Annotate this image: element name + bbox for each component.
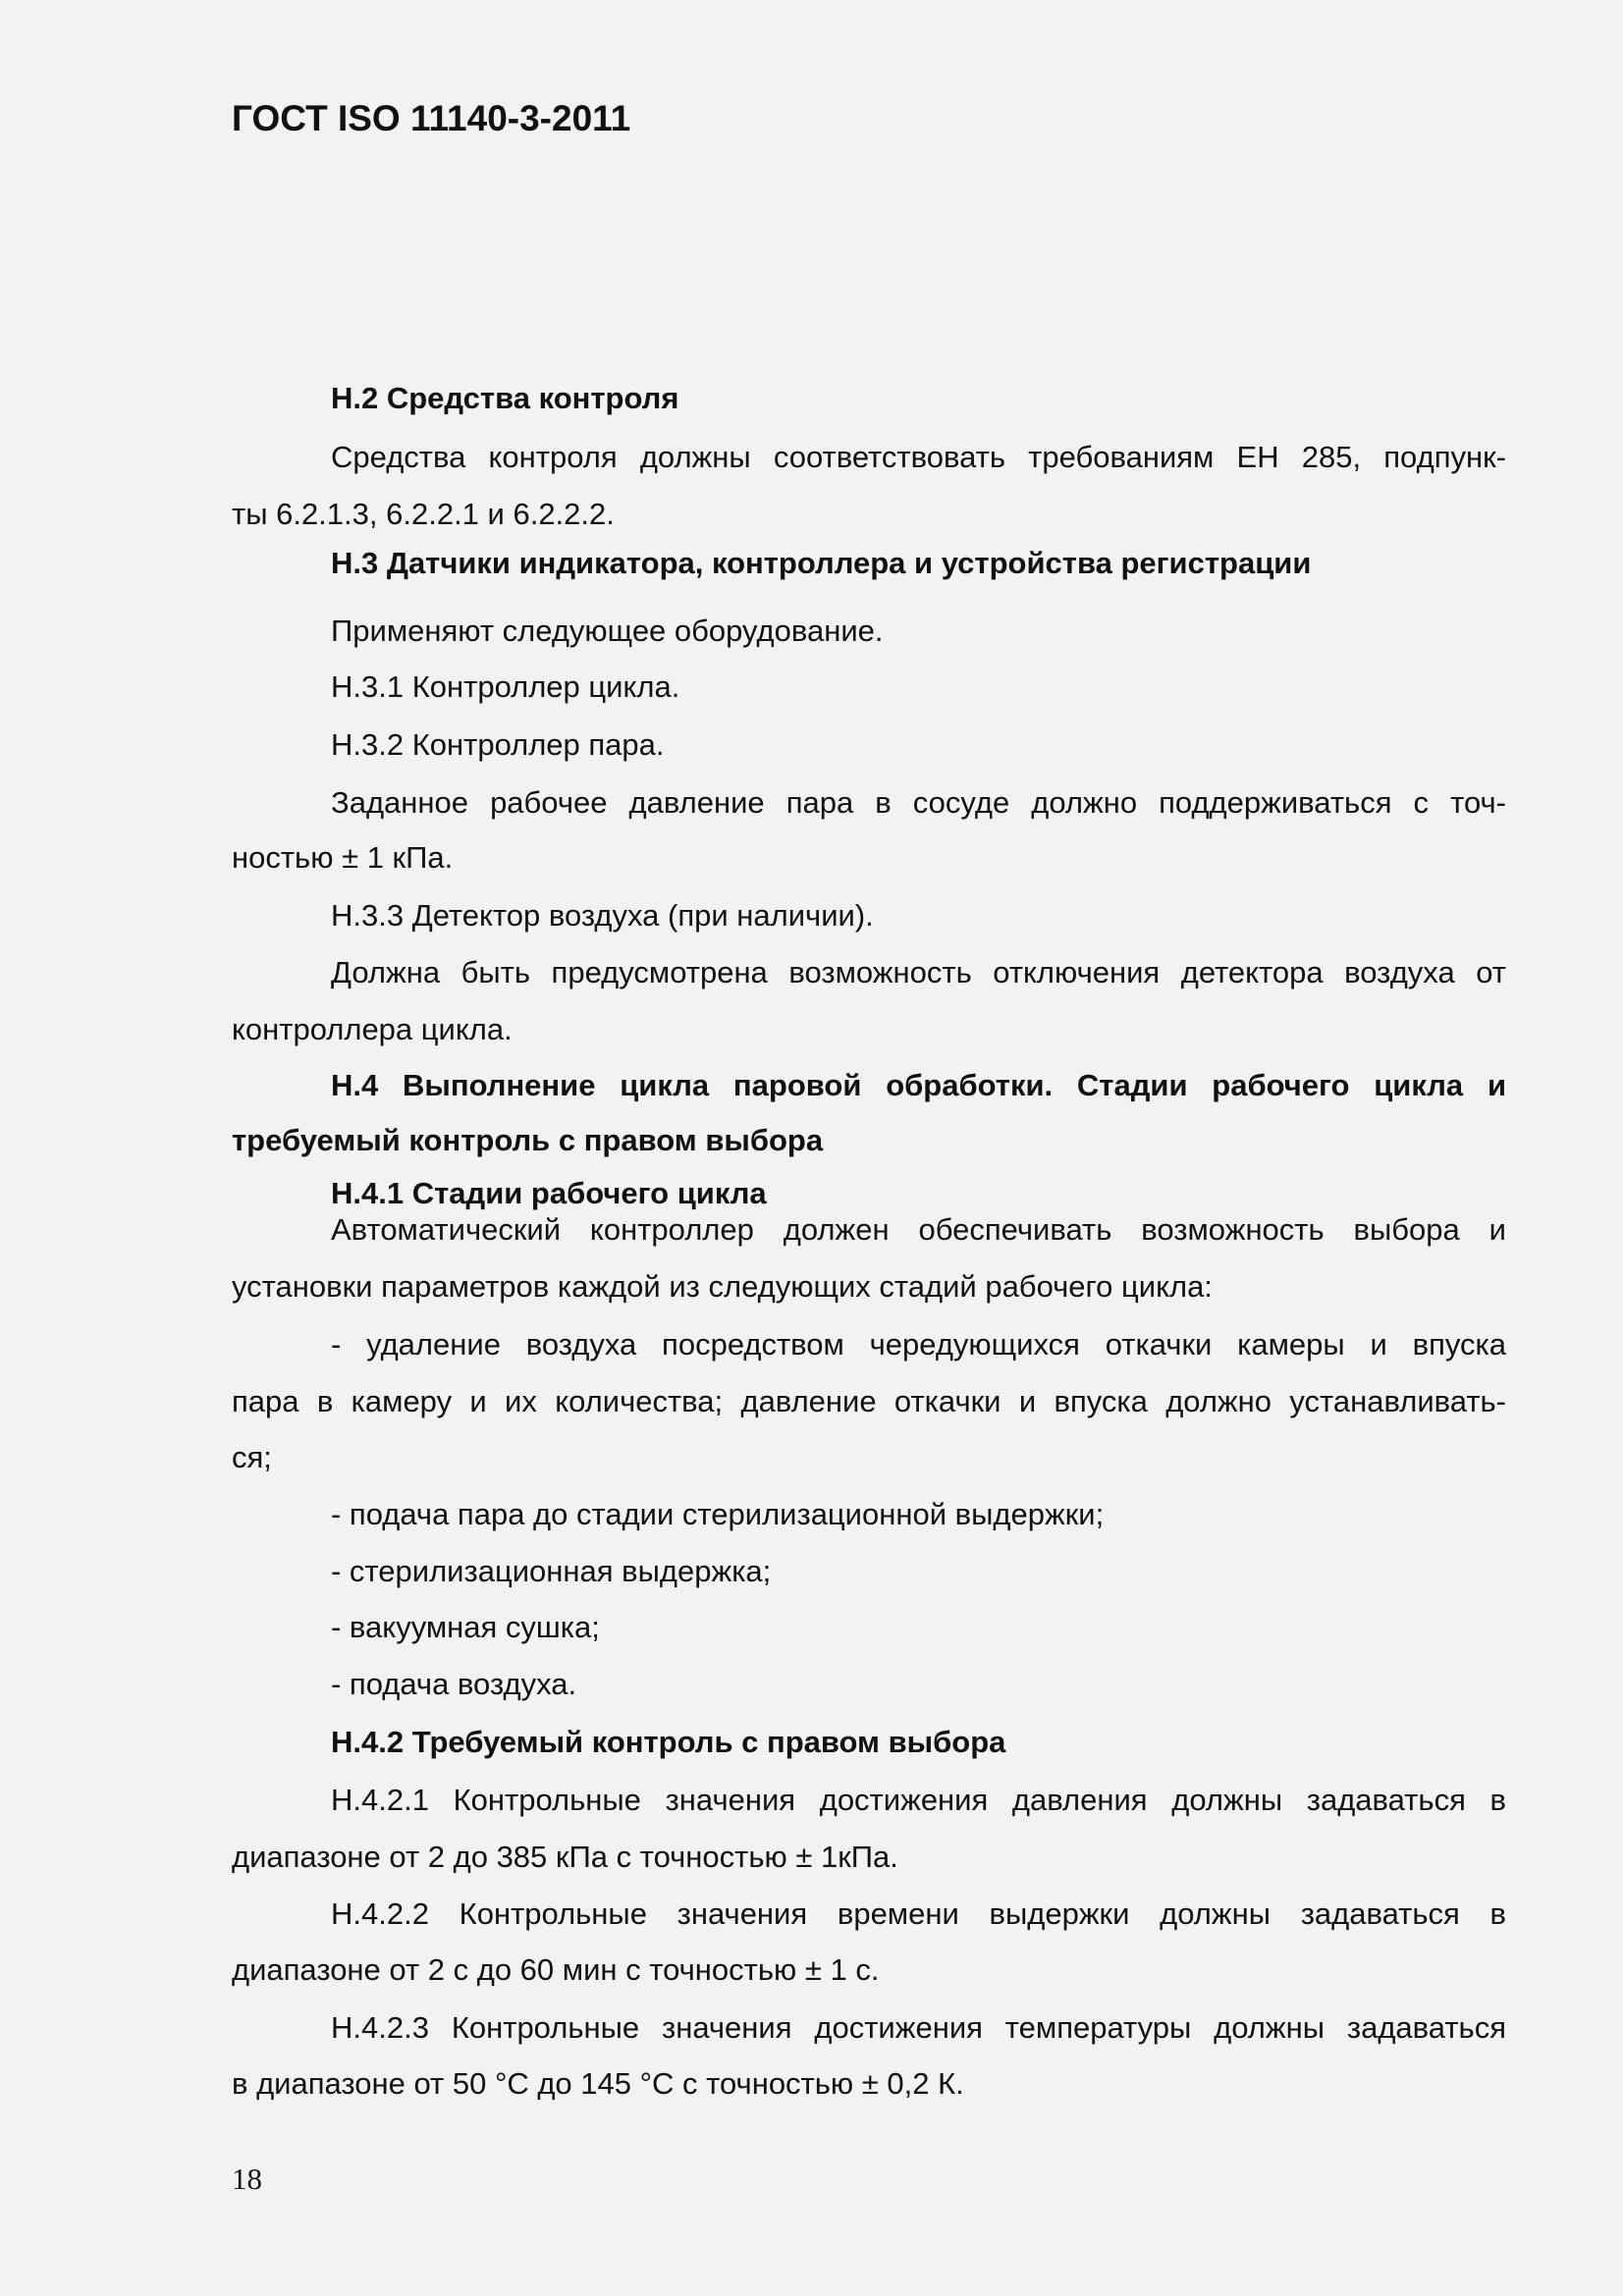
text-line: в диапазоне от 50 °С до 145 °С с точностью ± 0,2 К. [232,2066,964,2102]
text-line: ностью ± 1 кПа. [232,840,454,876]
text-line: - стерилизационная выдержка; [331,1553,772,1588]
text-line: ты 6.2.1.3, 6.2.2.1 и 6.2.2.2. [232,496,615,531]
text-line: Н.4.2.2 Контрольные значения времени выдержки должны задаваться в [331,1896,1506,1932]
section-heading: Н.4.1 Стадии рабочего цикла [331,1175,767,1210]
section-heading: Н.2 Средства контроля [331,380,679,415]
text-line: Н.4.2.3 Контрольные значения достижения температуры должны задаваться [331,2010,1506,2046]
text-line: Заданное рабочее давление пара в сосуде должно поддерживаться с точ- [331,784,1506,820]
section-heading: Н.4 Выполнение цикла паровой обработки. Стадии рабочего цикла и [331,1067,1506,1102]
text-line: контроллера цикла. [232,1011,513,1046]
text-line: диапазоне от 2 до 385 кПа с точностью ± 1кПа. [232,1839,898,1874]
text-line: Н.3.1 Контроллер цикла. [331,668,680,704]
text-line: диапазоне от 2 с до 60 мин с точностью ± 1 с. [232,1951,880,1987]
section-heading: требуемый контроль с правом выбора [232,1123,824,1158]
text-line: Применяют следующее оборудование. [331,614,884,649]
text-line: - подача пара до стадии стерилизационной выдержки; [331,1496,1105,1531]
text-line: - вакуумная сушка; [331,1609,600,1644]
text-line: ся; [232,1439,272,1474]
text-line: установки параметров каждой из следующих стадий рабочего цикла: [232,1269,1213,1305]
text-line: Средства контроля должны соответствовать требованиям ЕН 285, подпунк- [331,439,1506,474]
page-number: 18 [232,2162,262,2196]
text-line: Автоматический контроллер должен обеспечивать возможность выбора и [331,1212,1506,1248]
document-header: ГОСТ ISO 11140-3-2011 [232,98,631,138]
text-line: Н.3.3 Детектор воздуха (при наличии). [331,897,874,933]
section-heading: Н.4.2 Требуемый контроль с правом выбора [331,1725,1006,1760]
text-line: - удаление воздуха посредством чередующихся откачки камеры и впуска [331,1326,1506,1362]
text-line: Н.4.2.1 Контрольные значения достижения давления должны задаваться в [331,1782,1506,1817]
text-line: пара в камеру и их количества; давление откачки и впуска должно устанавливать- [232,1383,1506,1418]
text-line: Н.3.2 Контроллер пара. [331,727,665,763]
section-heading: Н.3 Датчики индикатора, контроллера и устройства регистрации [331,546,1312,581]
text-line: - подача воздуха. [331,1666,577,1701]
text-line: Должна быть предусмотрена возможность отключения детектора воздуха от [331,954,1506,989]
